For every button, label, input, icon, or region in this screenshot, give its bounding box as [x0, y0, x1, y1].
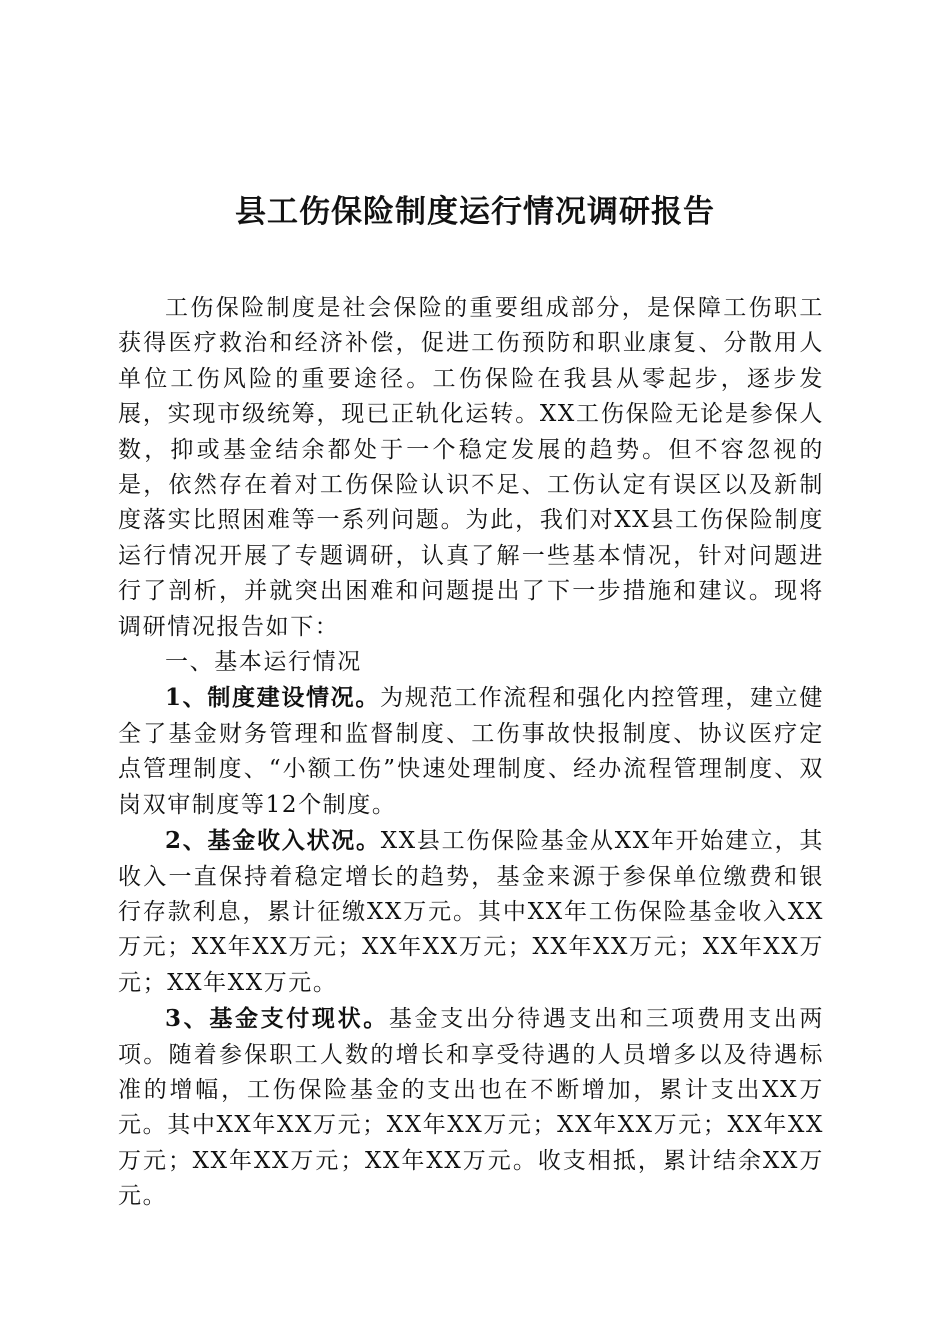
- item-lead: 3、基金支付现状。: [165, 1005, 389, 1033]
- item-lead: 2、基金收入状况。: [165, 827, 381, 855]
- item-fund-income: [118, 823, 824, 1001]
- item-lead: 1、制度建设情况。: [165, 684, 381, 712]
- intro-paragraph: 工伤保险制度是社会保险的重要组成部分，是保障工伤职工获得医疗救治和经济补偿，促进工伤预防和职业康复、分散用人单位工伤风险的重要途径。工伤保险在我县从零起步，逐步发展，实现市级统筹，现已正轨化运转。XX工伤保险无论是参保人数，抑或基金结余都处于一个稳定发展的趋势。但不容忽视的是，依然存在着对工伤保险认识不足、工伤认定有误区以及新制度落实比照困难等一系列问题。为此，我们对XX县工伤保险制度运行情况开展了专题调研，认真了解一些基本情况，针对问题进行了剖析，并就突出困难和问题提出了下一步措施和建议。现将调研情况报告如下：: [118, 295, 824, 640]
- document-body: [118, 291, 824, 1215]
- document-title: 县工伤保险制度运行情况调研报告: [235, 194, 715, 230]
- section-heading-basic-operation: 一、基本运行情况: [165, 649, 362, 676]
- item-text: 为规范工作流程和强化内控管理，建立健全了基金财务管理和监督制度、工伤事故快报制度、协议医疗定点管理制度、“小额工伤”快速处理制度、经办流程管理制度、双岗双审制度等12个制度。: [118, 685, 824, 818]
- item-text: XX县工伤保险基金从XX年开始建立，其收入一直保持着稳定增长的趋势，基金来源于参保单位缴费和银行存款利息，累计征缴XX万元。其中XX年工伤保险基金收入XX万元；XX年XX万元；XX年XX万元；XX年XX万元；XX年XX万元；XX年XX万元。: [118, 828, 824, 996]
- item-fund-payment: [118, 1001, 824, 1214]
- item-system-construction: [118, 680, 824, 823]
- item-text: 基金支出分待遇支出和三项费用支出两项。随着参保职工人数的增长和享受待遇的人员增多以及待遇标准的增幅，工伤保险基金的支出也在不断增加，累计支出XX万元。其中XX年XX万元；XX年XX万元；XX年XX万元；XX年XX万元；XX年XX万元；XX年XX万元。收支相抵，累计结余XX万元。: [118, 1006, 824, 1210]
